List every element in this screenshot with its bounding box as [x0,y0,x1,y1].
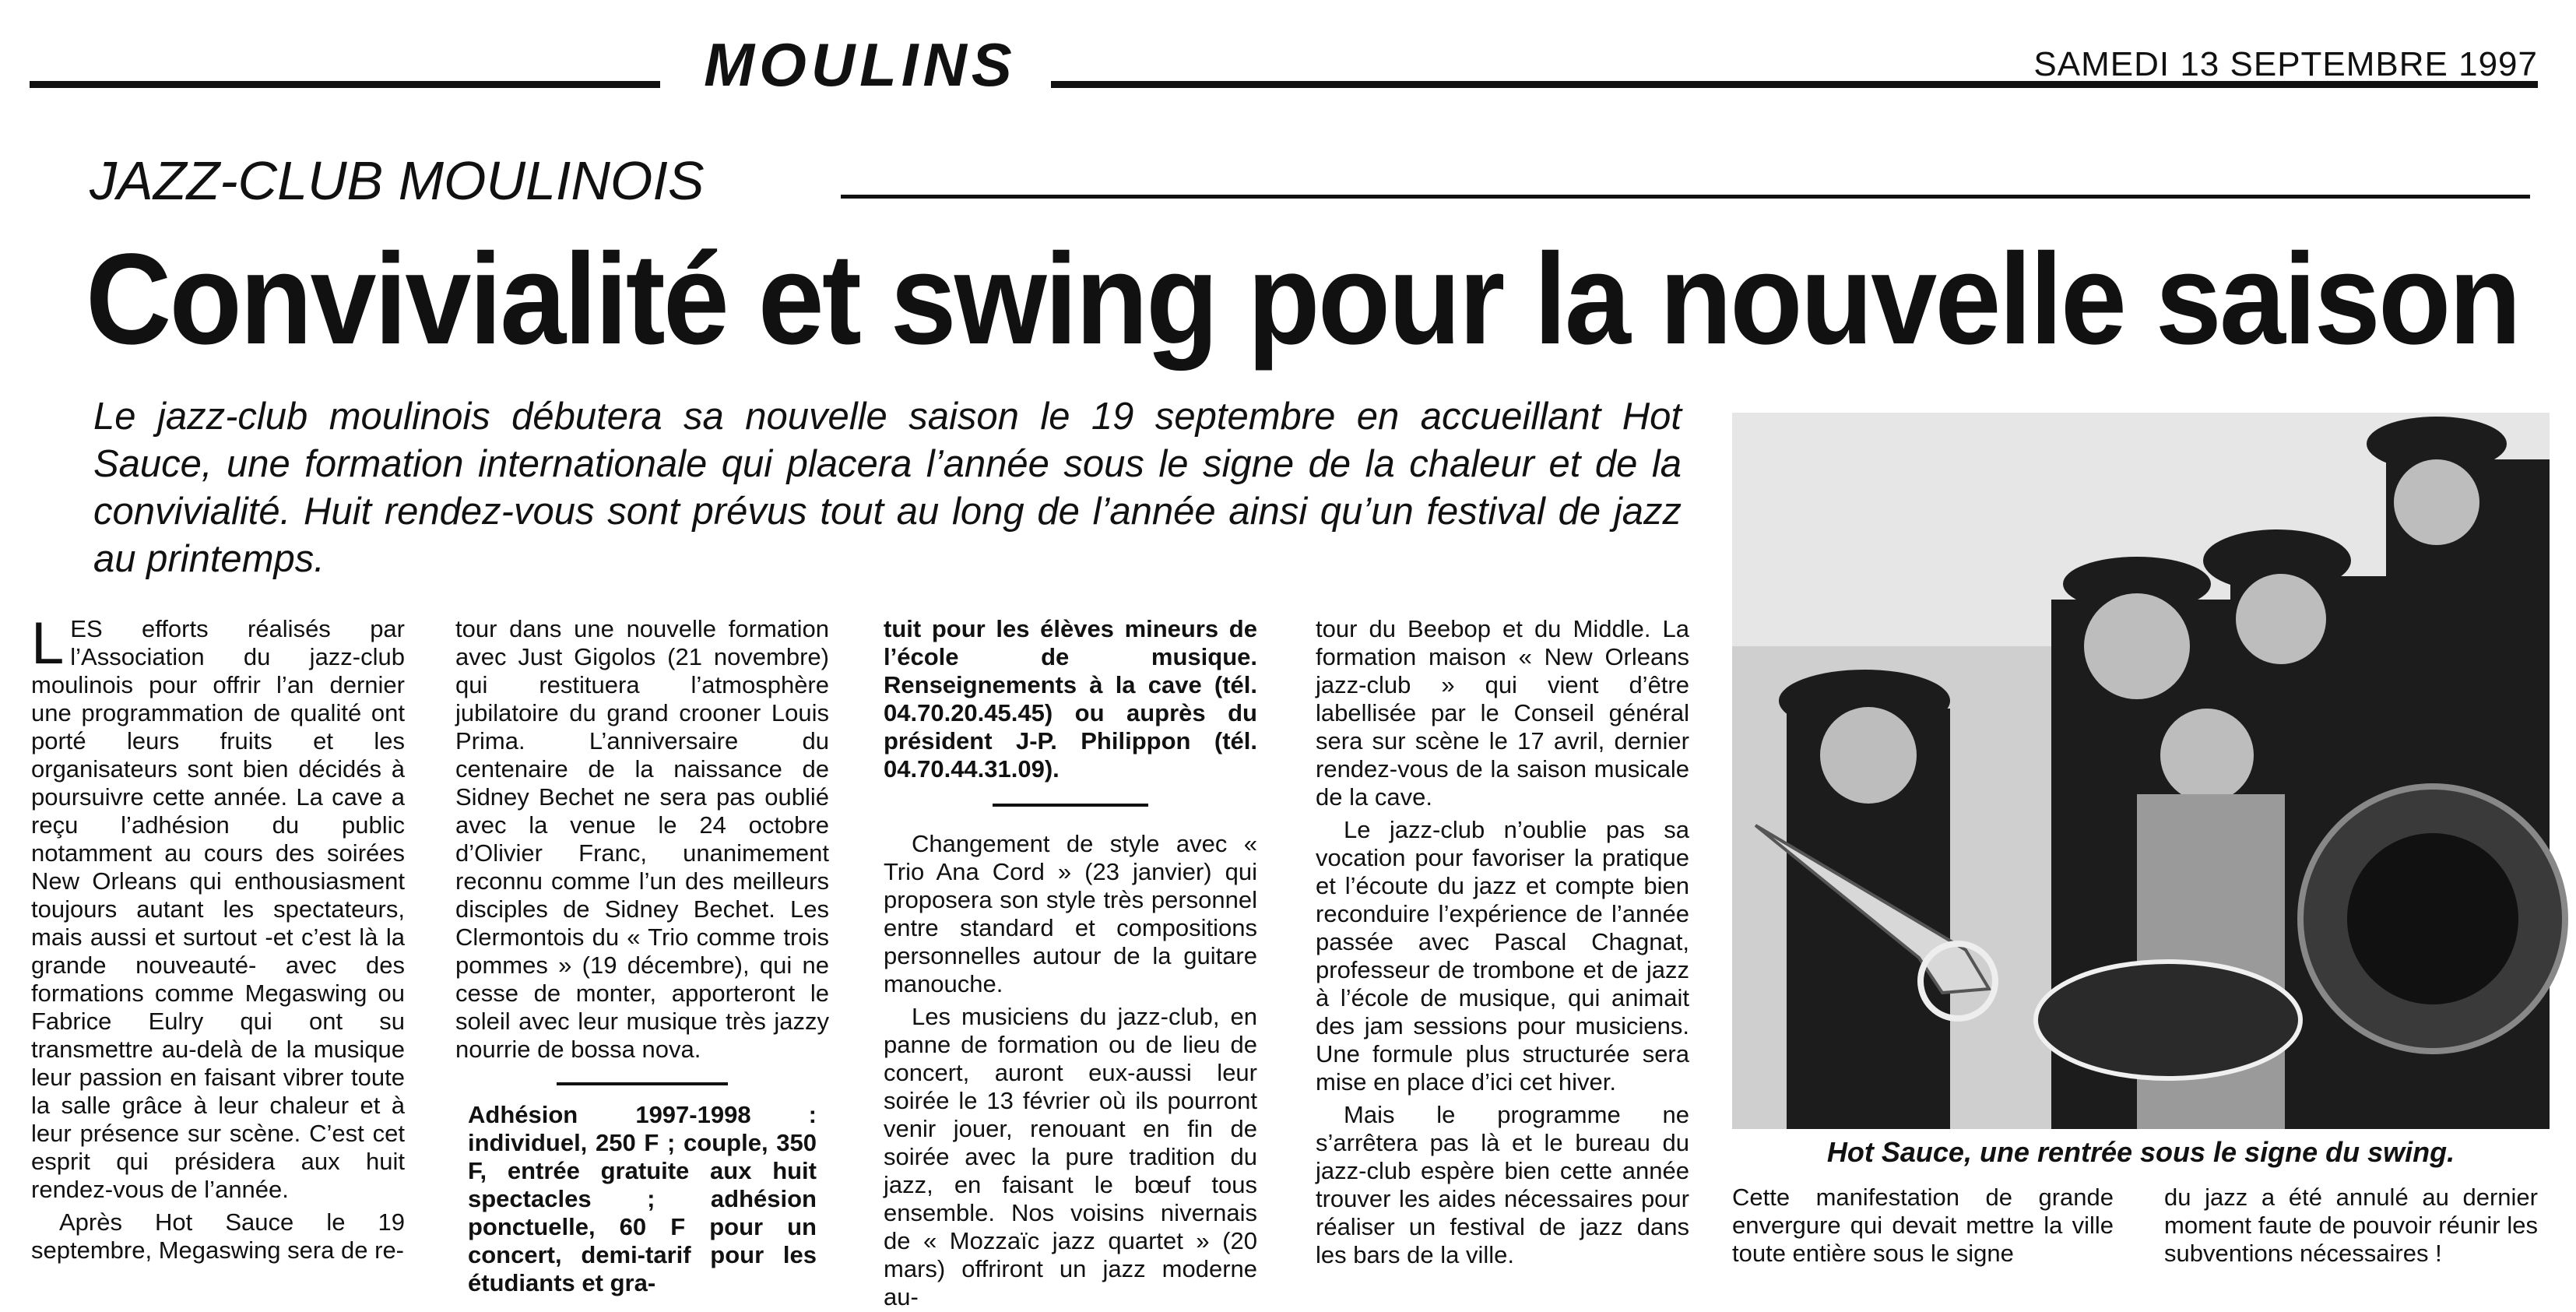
text-column-1 [31,610,405,1293]
article-lead: Le jazz-club moulinois débutera sa nouvelle saison le 19 septembre en accueillant Hot Sauce, une formation internationale qui placera l’année sous le signe de la chaleur et de la convivialité. Huit rendez-vous sont prévus tout au long de l’année ainsi qu’un festival de jazz au printemps. [93,396,1682,580]
paragraph: du jazz a été annulé au dernier moment faute de pouvoir réunir les subventions nécessaires ! [2164,1184,2538,1267]
paragraph: tour dans une nouvelle formation avec Just Gigolos (21 novembre) qui restituera l’atmosphère jubilatoire du grand crooner Louis Prima. L’anniversaire du centenaire de la naissance de Sidney Bechet ne sera pas oublié avec la venue le 24 octobre d’Olivier Franc, unanimement reconnu comme l’un des meilleurs disciples de Sidney Bechet. Les Clermontois du « Trio comme trois pommes » (19 décembre), qui ne cesse de monter, apporteront le soleil avec leur musique très jazzy nourrie de bossa nova. [455,615,829,1063]
header-rule-left [30,81,660,88]
text-column-4 [1316,615,1689,1293]
paragraph: Changement de style avec « Trio Ana Cord » (23 janvier) qui proposera son style très personnel entre standard et compositions personnelles autour de la guitare manouche. [884,830,1257,997]
kicker-rule [841,195,2530,199]
band-photo [1732,413,2550,1129]
paragraph: Le jazz-club n’oublie pas sa vocation pour favoriser la pratique et l’écoute du jazz et compte bien reconduire l’expérience de l’année passée avec Pascal Chagnat, professeur de trombone et de jazz à l’école de musique, qui animait des jam sessions pour musiciens. Une formule plus structurée sera mise en place d’ici cet hiver. [1316,816,1689,1096]
article-kicker: JAZZ-CLUB MOULINOIS [90,150,705,211]
membership-box-continued: tuit pour les élèves mineurs de l’école de musique. Renseignements à la cave (tél. 04.70.20.45.45) ou auprès du président J-P. Philippon (tél. 04.70.44.31.09). [884,615,1257,783]
band-photo-illustration [1732,413,2550,1129]
text-column-2 [455,615,829,1296]
column-separator [993,804,1148,807]
paragraph: Cette manifestation de grande envergure qui devait mettre la ville toute entière sous le signe [1732,1184,2114,1267]
paragraph [31,610,405,1204]
issue-date: SAMEDI 13 SEPTEMBRE 1997 [2033,45,2538,83]
paragraph: tour du Beebop et du Middle. La formation maison « New Orleans jazz-club » qui vient d’être labellisée par le Conseil général sera sur scène le 17 avril, dernier rendez-vous de la saison musicale de la cave. [1316,615,1689,811]
text-column-5 [1732,1184,2114,1300]
paragraph-text: ES efforts réalisés par l’Association du jazz-club moulinois pour offrir l’an dernier une programmation de qualité ont porté leurs fruits et les organisateurs sont bien décidés à poursuivre cette année. La cave a reçu l’adhésion du public notamment au cours des soirées New Orleans qui enthousiasment toujours autant les spectateurs, mais aussi et surtout -et c’est là la grande nouveauté- avec des formations comme Megaswing ou Fabrice Eulry qui ont su transmettre au-delà de la musique leur passion en faisant vibrer toute la salle grâce à leur chaleur et à leur présence sur scène. C’est cet esprit qui présidera aux huit rendez-vous de l’année. [31,615,405,1203]
drop-cap: L [31,610,65,677]
paragraph: Mais le programme ne s’arrêtera pas là et le bureau du jazz-club espère bien cette année trouver les aides nécessaires pour réaliser un festival de jazz dans les bars de la ville. [1316,1101,1689,1268]
text-column-3 [884,615,1257,1310]
photo-caption: Hot Sauce, une rentrée sous le signe du swing. [1826,1136,2455,1168]
text-column-6 [2164,1184,2538,1300]
paragraph: Les musiciens du jazz-club, en panne de formation ou de lieu de concert, auront eux-aussi leur soirée le 13 février où ils pourront venir jouer, renouant en fin de soirée avec la pure tradition du jazz, en faisant le bœuf tous ensemble. Nos voisins nivernais de « Mozzaïc jazz quartet » (20 mars) offriront un jazz moderne au- [884,1003,1257,1310]
paragraph: Après Hot Sauce le 19 septembre, Megaswing sera de re- [31,1208,405,1264]
article-headline: Convivialité et swing pour la nouvelle saison [86,227,2520,371]
membership-box: Adhésion 1997-1998 : individuel, 250 F ; couple, 350 F, entrée gratuite aux huit spectacles ; adhésion ponctuelle, 60 F pour un concert, demi-tarif pour les étudiants et gra- [468,1101,817,1296]
section-name: MOULINS [704,30,1017,99]
membership-box-rule [557,1082,728,1085]
